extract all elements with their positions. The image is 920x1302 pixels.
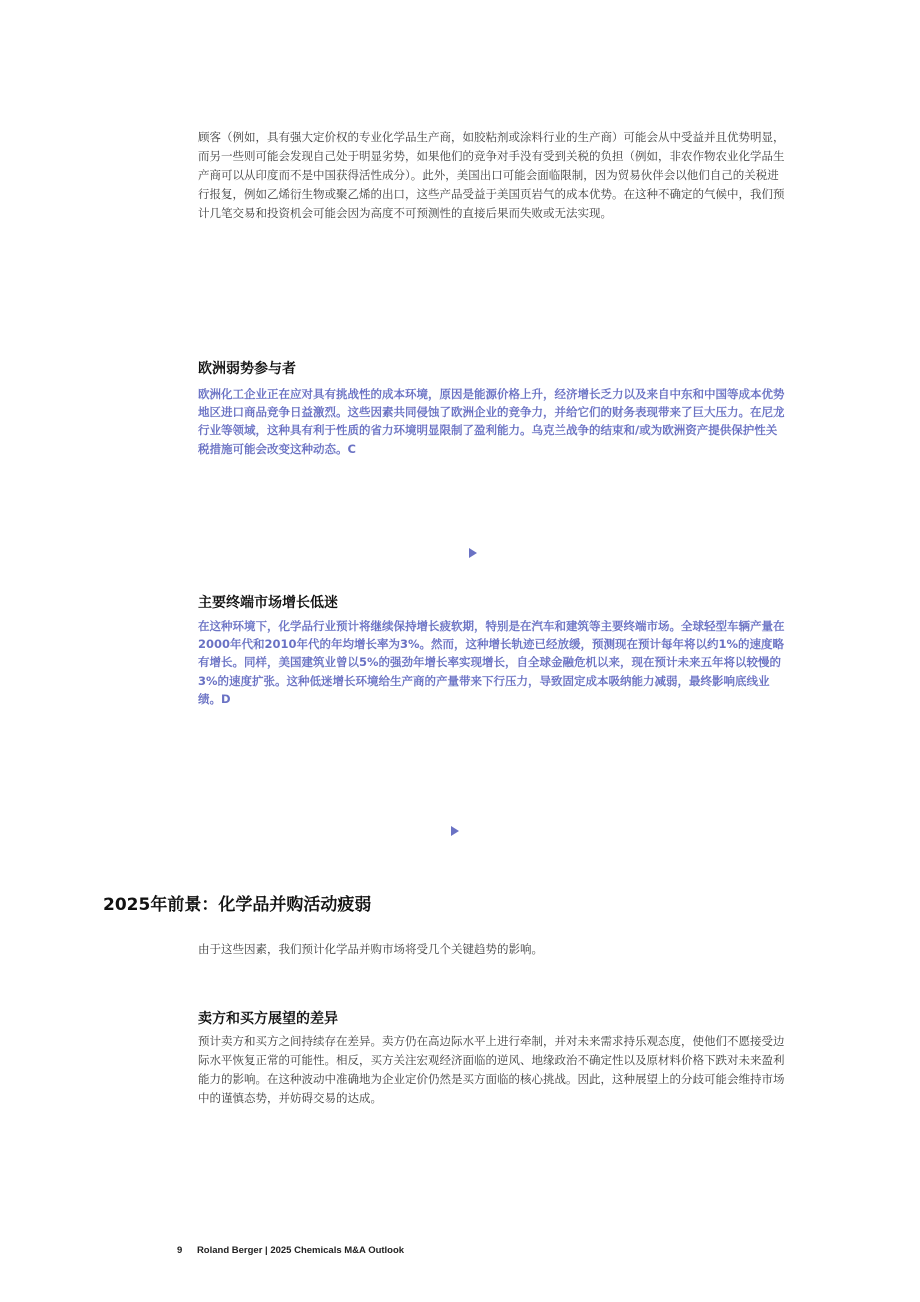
- section-heading-divergence: 卖方和买方展望的差异: [198, 1011, 338, 1027]
- section-heading-europe: 欧洲弱势参与者: [198, 361, 296, 377]
- publication-title: Roland Berger | 2025 Chemicals M&A Outlook: [196, 1245, 405, 1256]
- page-footer: [177, 1245, 404, 1256]
- section-text-europe: 欧洲化工企业正在应对具有挑战性的成本环境，原因是能源价格上升，经济增长乏力以及来自中东和中国等成本优势地区进口商品竞争日益激烈。这些因素共同侵蚀了欧洲企业的竞争力，并给它们的财务表现带来了巨大压力。在尼龙行业等领域，这种具有利于性质的省力环境明显限制了盈利能力。乌克兰战争的结束和/或为欧洲资产提供保护性关税措施可能会改变这种动态。C: [198, 387, 785, 456]
- page-number: 9: [177, 1245, 183, 1256]
- section-text-divergence: 预计卖方和买方之间持续存在差异。卖方仍在高边际水平上进行牵制，并对未来需求持乐观态度，使他们不愿接受边际水平恢复正常的可能性。相反，买方关注宏观经济面临的逆风、地缘政治不确定性以及原材料价格下跌对未来盈利能力的影响。在这种波动中准确地为企业定价仍然是买方面临的核心挑战。因此，这种展望上的分歧可能会维持市场中的谨慎态势，并妨碍交易的达成。: [198, 1034, 785, 1105]
- play-arrow-icon[interactable]: [469, 548, 477, 558]
- intro-paragraph: 顾客（例如，具有强大定价权的专业化学品生产商，如胶粘剂或涂料行业的生产商）可能会从中受益并且优势明显，而另一些则可能会发现自己处于明显劣势，如果他们的竞争对手没有受到关税的负担（例如，非农作物农业化学品生产商可以从印度而不是中国获得活性成分）。此外，美国出口可能会面临限制，因为贸易伙伴会以他们自己的关税进行报复，例如乙烯衍生物或聚乙烯的出口，这些产品受益于美国页岩气的成本优势。在这种不确定的气候中，我们预计几笔交易和投资机会可能会因为高度不可预测性的直接后果而失败或无法实现。: [198, 130, 785, 220]
- play-arrow-icon[interactable]: [451, 826, 459, 836]
- section-text-endmarket: 在这种环境下，化学品行业预计将继续保持增长疲软期，特别是在汽车和建筑等主要终端市场。全球轻型车辆产量在2000年代和2010年代的年均增长率为3%。然而，这种增长轨迹已经放缓，预测现在预计每年将以约1%的速度略有增长。同样，美国建筑业曾以5%的强劲年增长率实现增长，自全球金融危机以来，现在预计未来五年将以较慢的3%的速度扩张。这种低迷增长环境给生产商的产量带来下行压力，导致固定成本吸纳能力减弱，最终影响底线业绩。D: [198, 619, 785, 706]
- section-text-outlook: 由于这些因素，我们预计化学品并购市场将受几个关键趋势的影响。: [198, 942, 543, 956]
- section-heading-endmarket: 主要终端市场增长低迷: [198, 595, 338, 611]
- section-heading-outlook: 2025年前景：化学品并购活动疲弱: [103, 895, 372, 915]
